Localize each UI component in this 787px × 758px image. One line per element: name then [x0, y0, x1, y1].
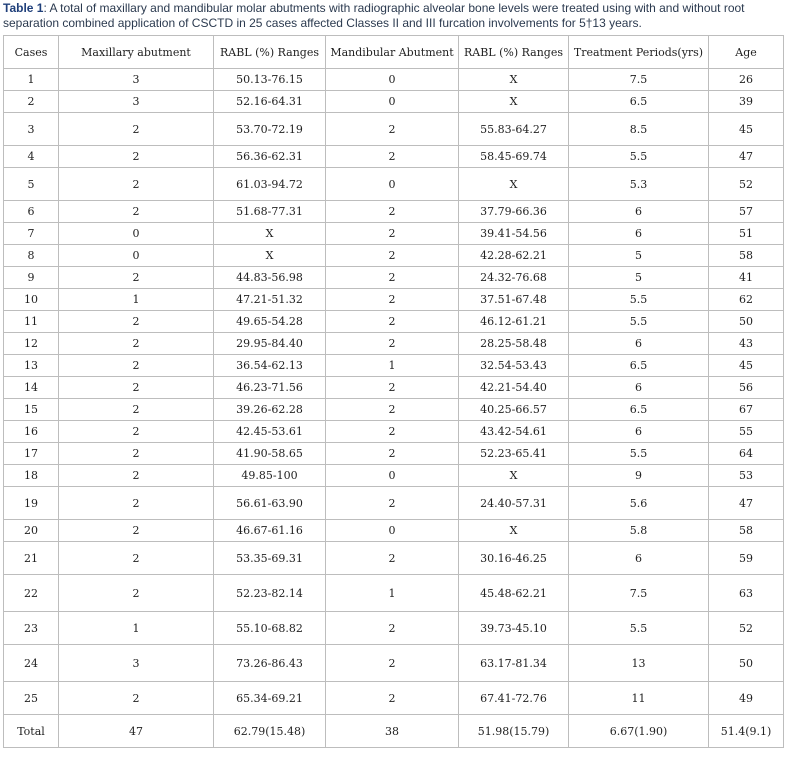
table-cell: 2 — [326, 113, 459, 146]
table-cell: 49.85-100 — [214, 465, 326, 487]
table-cell: 24.32-76.68 — [459, 267, 569, 289]
table-cell: 5.5 — [569, 612, 709, 645]
table-cell: 2 — [59, 465, 214, 487]
table-cell: 2 — [59, 201, 214, 223]
table-row — [4, 289, 784, 311]
table-cell: 2 — [326, 146, 459, 168]
table-cell: 52.23-82.14 — [214, 575, 326, 612]
table-cell: 2 — [326, 682, 459, 715]
table-cell: X — [459, 520, 569, 542]
table-cell: 49 — [709, 682, 784, 715]
table-cell: 16 — [4, 421, 59, 443]
table-cell: 24 — [4, 645, 59, 682]
table-cell: 73.26-86.43 — [214, 645, 326, 682]
table-cell: 52 — [709, 168, 784, 201]
header-cell: RABL (%) Ranges — [214, 36, 326, 69]
table-cell: 37.79-66.36 — [459, 201, 569, 223]
total-cell: 47 — [59, 715, 214, 748]
table-cell: 39 — [709, 91, 784, 113]
table-row — [4, 520, 784, 542]
table-row — [4, 377, 784, 399]
table-cell: 44.83-56.98 — [214, 267, 326, 289]
table-cell: 23 — [4, 612, 59, 645]
table-cell: 65.34-69.21 — [214, 682, 326, 715]
table-cell: 43 — [709, 333, 784, 355]
table-cell: 57 — [709, 201, 784, 223]
table-cell: 24.40-57.31 — [459, 487, 569, 520]
table-cell: 1 — [326, 355, 459, 377]
table-cell: 0 — [326, 520, 459, 542]
table-cell: 0 — [59, 245, 214, 267]
table-cell: 6.5 — [569, 355, 709, 377]
table-cell: 2 — [59, 421, 214, 443]
data-table — [3, 35, 784, 748]
table-cell: 52 — [709, 612, 784, 645]
table-cell: 59 — [709, 542, 784, 575]
table-cell: 17 — [4, 443, 59, 465]
table-cell: 2 — [59, 113, 214, 146]
header-cell: Maxillary abutment — [59, 36, 214, 69]
table-cell: 5.5 — [569, 289, 709, 311]
table-cell: 2 — [326, 245, 459, 267]
table-cell: 7.5 — [569, 575, 709, 612]
table-cell: X — [214, 245, 326, 267]
table-cell: 21 — [4, 542, 59, 575]
table-cell: 58 — [709, 520, 784, 542]
table-cell: 51 — [709, 223, 784, 245]
table-cell: 7.5 — [569, 69, 709, 91]
table-cell: 50 — [709, 645, 784, 682]
table-cell: 5.5 — [569, 146, 709, 168]
table-cell: 2 — [326, 421, 459, 443]
caption-label: Table 1 — [3, 1, 44, 15]
table-row — [4, 487, 784, 520]
table-cell: 46.23-71.56 — [214, 377, 326, 399]
total-cell: 51.98(15.79) — [459, 715, 569, 748]
table-cell: 5 — [569, 267, 709, 289]
table-cell: 63.17-81.34 — [459, 645, 569, 682]
table-cell: 5 — [4, 168, 59, 201]
table-cell: 9 — [569, 465, 709, 487]
table-cell: 28.25-58.48 — [459, 333, 569, 355]
table-row — [4, 542, 784, 575]
table-cell: 2 — [326, 542, 459, 575]
table-row — [4, 355, 784, 377]
table-cell: 6 — [569, 421, 709, 443]
table-cell: X — [459, 69, 569, 91]
table-cell: X — [459, 168, 569, 201]
table-row — [4, 201, 784, 223]
table-cell: 39.73-45.10 — [459, 612, 569, 645]
table-cell: 2 — [326, 201, 459, 223]
table-row — [4, 223, 784, 245]
table-cell: 25 — [4, 682, 59, 715]
table-cell: 6 — [569, 333, 709, 355]
table-cell: 2 — [326, 267, 459, 289]
table-cell: 52.16-64.31 — [214, 91, 326, 113]
table-cell: 3 — [59, 645, 214, 682]
table-row — [4, 645, 784, 682]
total-row — [4, 715, 784, 748]
total-cell: Total — [4, 715, 59, 748]
table-cell: 2 — [59, 682, 214, 715]
table-cell: 1 — [59, 289, 214, 311]
table-cell: 8 — [4, 245, 59, 267]
table-cell: 2 — [326, 399, 459, 421]
table-cell: 6 — [569, 223, 709, 245]
header-row — [4, 36, 784, 69]
table-cell: X — [214, 223, 326, 245]
table-cell: 2 — [326, 333, 459, 355]
table-cell: 2 — [59, 520, 214, 542]
table-row — [4, 113, 784, 146]
table-cell: 58 — [709, 245, 784, 267]
table-cell: X — [459, 91, 569, 113]
table-cell: 11 — [4, 311, 59, 333]
table-cell: 13 — [4, 355, 59, 377]
table-row — [4, 333, 784, 355]
table-cell: 56.61-63.90 — [214, 487, 326, 520]
table-cell: 39.26-62.28 — [214, 399, 326, 421]
table-cell: 43.42-54.61 — [459, 421, 569, 443]
table-cell: 2 — [59, 168, 214, 201]
table-cell: 0 — [326, 69, 459, 91]
table-cell: 64 — [709, 443, 784, 465]
table-cell: 46.12-61.21 — [459, 311, 569, 333]
table-cell: 0 — [326, 168, 459, 201]
table-cell: 5 — [569, 245, 709, 267]
table-cell: 19 — [4, 487, 59, 520]
table-cell: 0 — [326, 91, 459, 113]
table-cell: 2 — [59, 355, 214, 377]
total-cell: 62.79(15.48) — [214, 715, 326, 748]
table-cell: 14 — [4, 377, 59, 399]
table-cell: 61.03-94.72 — [214, 168, 326, 201]
table-cell: 37.51-67.48 — [459, 289, 569, 311]
table-cell: 3 — [59, 69, 214, 91]
table-row — [4, 245, 784, 267]
table-cell: 1 — [4, 69, 59, 91]
table-cell: 6.5 — [569, 91, 709, 113]
table-cell: 50.13-76.15 — [214, 69, 326, 91]
header-cell: Mandibular Abutment — [326, 36, 459, 69]
table-cell: 51.68-77.31 — [214, 201, 326, 223]
table-cell: 45 — [709, 113, 784, 146]
header-cell: Cases — [4, 36, 59, 69]
table-cell: 2 — [59, 311, 214, 333]
table-cell: 2 — [326, 289, 459, 311]
table-cell: 12 — [4, 333, 59, 355]
table-cell: 32.54-53.43 — [459, 355, 569, 377]
table-cell: 2 — [59, 487, 214, 520]
table-cell: 47.21-51.32 — [214, 289, 326, 311]
table-cell: 20 — [4, 520, 59, 542]
table-cell: 6.5 — [569, 399, 709, 421]
table-cell: 5.8 — [569, 520, 709, 542]
table-cell: 2 — [59, 443, 214, 465]
table-cell: 53.70-72.19 — [214, 113, 326, 146]
table-cell: 3 — [4, 113, 59, 146]
table-cell: 10 — [4, 289, 59, 311]
table-cell: 63 — [709, 575, 784, 612]
table-row — [4, 267, 784, 289]
table-cell: 3 — [59, 91, 214, 113]
table-row — [4, 612, 784, 645]
table-cell: 62 — [709, 289, 784, 311]
table-cell: 0 — [326, 465, 459, 487]
table-cell: 41.90-58.65 — [214, 443, 326, 465]
table-cell: 9 — [4, 267, 59, 289]
table-cell: 4 — [4, 146, 59, 168]
table-cell: 55.83-64.27 — [459, 113, 569, 146]
table-row — [4, 682, 784, 715]
header-cell: Age — [709, 36, 784, 69]
table-cell: 15 — [4, 399, 59, 421]
header-cell: RABL (%) Ranges — [459, 36, 569, 69]
table-cell: 53.35-69.31 — [214, 542, 326, 575]
table-cell: 41 — [709, 267, 784, 289]
table-cell: 2 — [59, 542, 214, 575]
table-cell: 2 — [59, 399, 214, 421]
table-cell: 42.21-54.40 — [459, 377, 569, 399]
table-cell: 47 — [709, 146, 784, 168]
table-cell: 55 — [709, 421, 784, 443]
table-cell: 11 — [569, 682, 709, 715]
table-cell: 2 — [59, 377, 214, 399]
total-cell: 6.67(1.90) — [569, 715, 709, 748]
table-cell: 6 — [4, 201, 59, 223]
table-row — [4, 69, 784, 91]
table-cell: 22 — [4, 575, 59, 612]
table-cell: 2 — [326, 645, 459, 682]
table-cell: 5.5 — [569, 311, 709, 333]
table-row — [4, 91, 784, 113]
table-cell: 1 — [59, 612, 214, 645]
table-cell: 0 — [59, 223, 214, 245]
table-cell: 1 — [326, 575, 459, 612]
table-row — [4, 168, 784, 201]
table-row — [4, 311, 784, 333]
table-cell: 18 — [4, 465, 59, 487]
table-body — [4, 69, 784, 748]
header-cell: Treatment Periods(yrs) — [569, 36, 709, 69]
table-cell: 46.67-61.16 — [214, 520, 326, 542]
total-cell: 38 — [326, 715, 459, 748]
table-cell: 2 — [326, 443, 459, 465]
table-cell: 6 — [569, 377, 709, 399]
table-cell: 2 — [59, 333, 214, 355]
table-cell: 58.45-69.74 — [459, 146, 569, 168]
table-row — [4, 465, 784, 487]
table-cell: 47 — [709, 487, 784, 520]
table-row — [4, 575, 784, 612]
table-cell: 40.25-66.57 — [459, 399, 569, 421]
total-cell: 51.4(9.1) — [709, 715, 784, 748]
table-cell: 2 — [326, 311, 459, 333]
table-cell: 53 — [709, 465, 784, 487]
table-row — [4, 443, 784, 465]
table-cell: 39.41-54.56 — [459, 223, 569, 245]
table-cell: 56 — [709, 377, 784, 399]
table-cell: 56.36-62.31 — [214, 146, 326, 168]
table-row — [4, 399, 784, 421]
table-cell: 45 — [709, 355, 784, 377]
table-cell: 2 — [326, 487, 459, 520]
table-cell: 67 — [709, 399, 784, 421]
table-cell: 30.16-46.25 — [459, 542, 569, 575]
caption-text: : A total of maxillary and mandibular molar abutments with radiographic alveolar bone levels were treated using with and without root separation combined application of CSCTD in 25 cases affected Classes II and III furcation involvements for 5†13 years. — [3, 1, 745, 30]
table-cell: 67.41-72.76 — [459, 682, 569, 715]
table-cell: X — [459, 465, 569, 487]
table-cell: 52.23-65.41 — [459, 443, 569, 465]
table-cell: 36.54-62.13 — [214, 355, 326, 377]
table-cell: 6 — [569, 201, 709, 223]
table-cell: 45.48-62.21 — [459, 575, 569, 612]
table-cell: 2 — [326, 377, 459, 399]
table-caption — [3, 1, 783, 31]
table-cell: 5.3 — [569, 168, 709, 201]
table-cell: 2 — [59, 146, 214, 168]
table-cell: 8.5 — [569, 113, 709, 146]
table-cell: 2 — [59, 267, 214, 289]
table-cell: 2 — [4, 91, 59, 113]
table-cell: 42.45-53.61 — [214, 421, 326, 443]
table-cell: 7 — [4, 223, 59, 245]
table-row — [4, 146, 784, 168]
table-cell: 2 — [326, 223, 459, 245]
table-cell: 6 — [569, 542, 709, 575]
table-row — [4, 421, 784, 443]
table-cell: 5.5 — [569, 443, 709, 465]
table-cell: 2 — [326, 612, 459, 645]
table-cell: 5.6 — [569, 487, 709, 520]
table-cell: 29.95-84.40 — [214, 333, 326, 355]
table-cell: 2 — [59, 575, 214, 612]
table-cell: 13 — [569, 645, 709, 682]
table-cell: 26 — [709, 69, 784, 91]
table-cell: 55.10-68.82 — [214, 612, 326, 645]
table-cell: 49.65-54.28 — [214, 311, 326, 333]
table-cell: 50 — [709, 311, 784, 333]
table-cell: 42.28-62.21 — [459, 245, 569, 267]
